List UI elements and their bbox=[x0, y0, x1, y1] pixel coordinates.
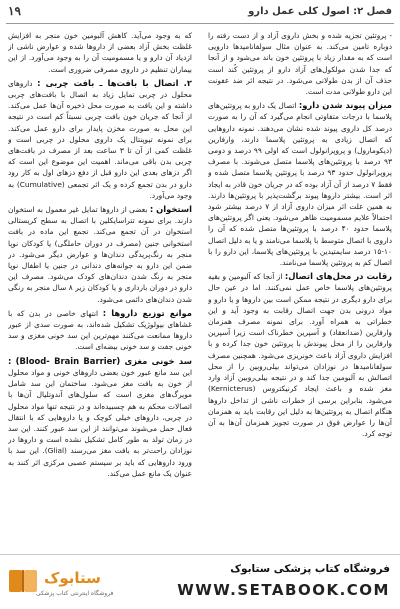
chapter-title: فصل ۲: اصول کلی عمل دارو bbox=[248, 6, 392, 17]
paragraph-bone bbox=[8, 204, 192, 305]
heading-bbb: سد خونی مغزی (Blood- Brain Barrier) : bbox=[8, 355, 192, 366]
header-divider bbox=[6, 23, 394, 24]
heading-barriers: موانع توزیع داروها : bbox=[102, 307, 192, 318]
paragraph: که به وجود می‌آید. کاهش آلبومین خون منجر به افزایش غلظت بخش آزاد بعضی از داروها شده و عوارض ناشی از ازدیاد آن دارو و یا مسمومیت آن را به وجود می‌آورد. از این بیماران تنظیم در داروی مصرفی ضروری است. bbox=[8, 31, 192, 74]
paragraph-text: بعضی از داروها تمایل غیر معمول به استخوان دارند. برای نمونه تتراسایکلین با اتصال به سطح کریستالی استخوان در آن تجمع می‌کند. تجمع این ماده در بافت استخوانی جنین (مصرف در دوران حاملگی) یا کودکان نوپا منجر به رنگ‌پریدگی دندان‌ها و عوارض دیگر می‌شود. در ضمن این دارو به جوانه‌های دندانی در جنین یا اطفال نوپا منجر به رنگ شدن دندان‌های کودک می‌شود. مصرف این دارو در دوران بارداری و یا کودکان زیر ۸ سال منجر به رنگی شدن دندان‌های دائمی می‌شود. bbox=[8, 205, 192, 304]
paragraph: - پروتئین تجزیه شده و بخش داروی آزاد و از دست رفته را دوباره تامین می‌کند. به عنوان مثال سولفانامیدها دارویی است که به مقدار زیاد با پروتئین خون باند می‌شود و از آنجا که جدا شدن مولکول‌های آزاد دارو از پروتئین کُند است حذف آن از بدن طولانی می‌شود. در نتیجه اثر ضد عفونت این دارو طولانی مدت است. bbox=[208, 31, 392, 97]
left-column bbox=[8, 30, 192, 555]
paragraph-text: انتهای خاصی در بدن که با غشاهای بیولوژیک تشکیل شده‌اند، به صورت سدی از عبور داروها ممانعت می‌کنند مهم‌ترین این سد خونی مغزی و سد خونی جفت و سد خونی بیضه‌ای است. bbox=[8, 308, 192, 352]
paragraph-text: داروهای محلول در چربی تمایل زیاد به اتصال با بافت‌های چربی داشته و این بافت به صورت محل ذخیره آن‌ها عمل می‌کند. از آنجا که جریان خون بافت چربی نسبتاً کم است در نتیجه این محل به صورت مخزن پایدار برای دارو عمل می‌کند. برای نمونه تیوپنتال یک داروی محلول در چربی است و غلظت کمی از آن تا ۳ ساعت بعد از مصرف در بافت‌های چربی بدن باقی می‌ماند. اهمیت این موضوع این است که اگر دزهای بعدی این دارو قبل از دفع دزهای اول به کار رود دارو در بدن تجمع کرده و یک اثر تجمعی (Cumulative) به وجود می‌آورد. bbox=[8, 78, 192, 200]
heading-bone: استخوان : bbox=[149, 204, 192, 215]
paragraph-tissue bbox=[8, 78, 192, 201]
paragraph-text: این سد مانع عبور خون بعضی داروهای خونی و مواد محلول از خون به بافت مغز می‌شود. ساختمان این سد شامل مویرگ‌های مغزی است که سلول‌های آندوتلیال آن‌ها با اتصالات محکم به هم چسبیده‌اند و در نتیجه تنها مواد محلول در چربی، داروهای خیلی کوچک و یا داروهایی که با انتقال فعال حمل می‌شوند می‌توانند از این سد عبور کنند. این سد در زمان تولد به طور کامل تشکیل نشده است و داروها در نوزادان راحت‌تر به بافت مغز می‌رسند (Glial). این سد با ورود داروهایی که باید بر سیستم عصبی مرکزی اثر کنند به عنوان یک مانع عمل می‌کند. bbox=[8, 367, 192, 478]
logo-text: ستابوک bbox=[44, 569, 101, 587]
heading-competition: رقابت در محل‌های اتصال: bbox=[284, 271, 392, 282]
heading-tissue-binding: ۲. اتصال با بافت‌ها ـ بافت چربی : bbox=[37, 77, 192, 88]
paragraph-competition bbox=[208, 271, 392, 439]
setabook-logo[interactable] bbox=[6, 561, 126, 601]
website-link[interactable]: WWW.SETABOOK.COM bbox=[177, 581, 390, 599]
paragraph-bbb bbox=[8, 356, 192, 479]
paragraph-protein-binding bbox=[208, 100, 392, 268]
paragraph-barriers bbox=[8, 308, 192, 353]
right-column bbox=[208, 30, 392, 555]
paragraph-text: اتصال یک دارو به پروتئین‌های پلاسما با درجات متفاوتی انجام می‌گیرد که آن را به صورت درصد کل داروی پیوند شده نشان می‌دهند. نمونه داروهایی که اتصال زیادی به پروتئین پلاسما دارند، وارفارین (دیکومارول) و پروپرانولول است که اولی ۹۹ درصد و دومی ۹۳ درصد با پروتئین‌های پلاسما متصل می‌شوند. با مصرف پروپرانولول حدود ۹۳ درصد با پروتئین پلاسما متصل شده و فقط ۷ درصد از آن آزاد بوده که در جریان خون قادر به ایجاد اثر است. بیشتر داروها پیوند برگشت‌پذیر با پروتئین‌ها دارند. به همین علت اثر میزان داروی آزاد از ۷ درصد بیشتر شود احتمالاً علایم مسمومیت ظاهر می‌شود. یعنی اگر پروتئین‌های پلاسما حدود ۴۰ درصد با پروتئین‌ها متصل شده که آن را داروی با اتصال متوسط با پلاسما می‌نامند و یا به دلیل اتصال ۱۰-۱۵ درصد سایمتیدین با پروتئین‌های پلاسما، این دارو را با اتصال کم به پروتئین پلاسما می‌نامند. bbox=[208, 101, 392, 268]
shop-name: فروشگاه کتاب پزشکی ستابوک bbox=[230, 563, 390, 575]
page-header bbox=[0, 0, 400, 26]
paragraph-text: از آنجا که آلبومین و بقیه پروتئین‌های پلاسما خاص عمل نمی‌کنند. اما در عین حال برای دارو دیگری در نتیجه ممکن است بین داروها و یا دارو و مواد درونی بدن جهت اتصال رقابت به وجود آید و این خطراتی به همراه آورد. برای نمونه مصرف همزمان وارفارین (ضدانعقاد) و آسپرین خطرناک است زیرا آسپرین وارفارین را از محل پیوندش با پروتئین خون جدا کرده و با افزایش داروی آزاد باعث خونریزی می‌شود. همچنین مصرف سولفانامیدها در نوزادان می‌تواند بیلی‌روبین را از محل اتصالش به آلبومین جدا کند و در نتیجه بیلی‌روبین آزاد وارد مغز شده و باعث ایجاد کرنیکتروس (Kernicterus) می‌شود. بنابراین برسی از خطرات ناشی از تداخل داروها هنگام اتصال به پروتئین‌ها به دلیل این رقابت باید به همزمان آن‌ها را عوارض فوق در صورت تجویز همزمان آن‌ها به آن توجه کرد. bbox=[208, 272, 392, 439]
page-footer bbox=[0, 554, 400, 609]
heading-protein-binding: میزان پیوند شدن دارو: bbox=[298, 100, 392, 111]
book-icon bbox=[6, 564, 40, 598]
page-number: ۱۹ bbox=[8, 4, 21, 18]
logo-subtitle: فروشگاه اینترنتی کتاب پزشکی bbox=[36, 590, 114, 597]
